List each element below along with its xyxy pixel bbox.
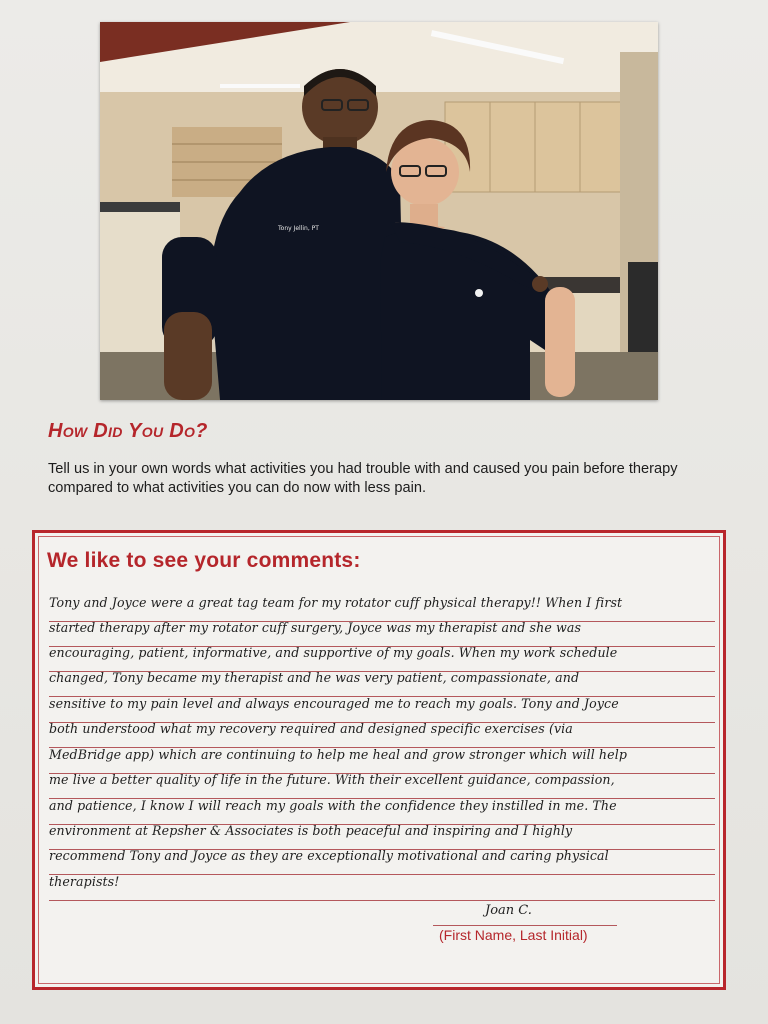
comment-line: encouraging, patient, informative, and supportive of my goals. When my work schedule [49, 645, 618, 660]
comment-box [32, 530, 726, 990]
clinic-scene [100, 22, 658, 400]
comments-title: We like to see your comments: [47, 549, 361, 572]
comment-line: sensitive to my pain level and always encouraged me to reach my goals. Tony and Joyce [49, 696, 619, 711]
comment-line: started therapy after my rotator cuff surgery, Joyce was my therapist and she was [49, 620, 582, 635]
signature: Joan C. [485, 903, 532, 918]
staff-photo [100, 22, 658, 400]
signature-rule [433, 925, 617, 926]
comment-line: both understood what my recovery required and designed specific exercises (via [49, 721, 573, 736]
page-heading: How Did You Do? [48, 420, 208, 442]
signature-label: (First Name, Last Initial) [439, 927, 588, 943]
comment-line: changed, Tony became my therapist and he was very patient, compassionate, and [49, 670, 580, 685]
comment-line: me live a better quality of life in the future. With their excellent guidance, compassion, [49, 772, 615, 787]
writing-rule [49, 900, 715, 901]
comment-line: and patience, I know I will reach my goals with the confidence they instilled in me. The [49, 798, 617, 813]
name-tag: Tony Jellin, PT [278, 225, 319, 232]
comment-line: environment at Repsher & Associates is both peaceful and inspiring and I highly [49, 823, 573, 838]
comment-line: MedBridge app) which are continuing to help me heal and grow stronger which will help [49, 747, 627, 762]
intro-text: Tell us in your own words what activities you had trouble with and caused you pain before therapy compared to what activities you can do now with less pain. [48, 461, 678, 496]
comment-line: therapists! [49, 874, 120, 889]
comment-line: recommend Tony and Joyce as they are exceptionally motivational and caring physical [49, 848, 609, 863]
comment-line: Tony and Joyce were a great tag team for my rotator cuff physical therapy!! When I first [49, 595, 623, 610]
